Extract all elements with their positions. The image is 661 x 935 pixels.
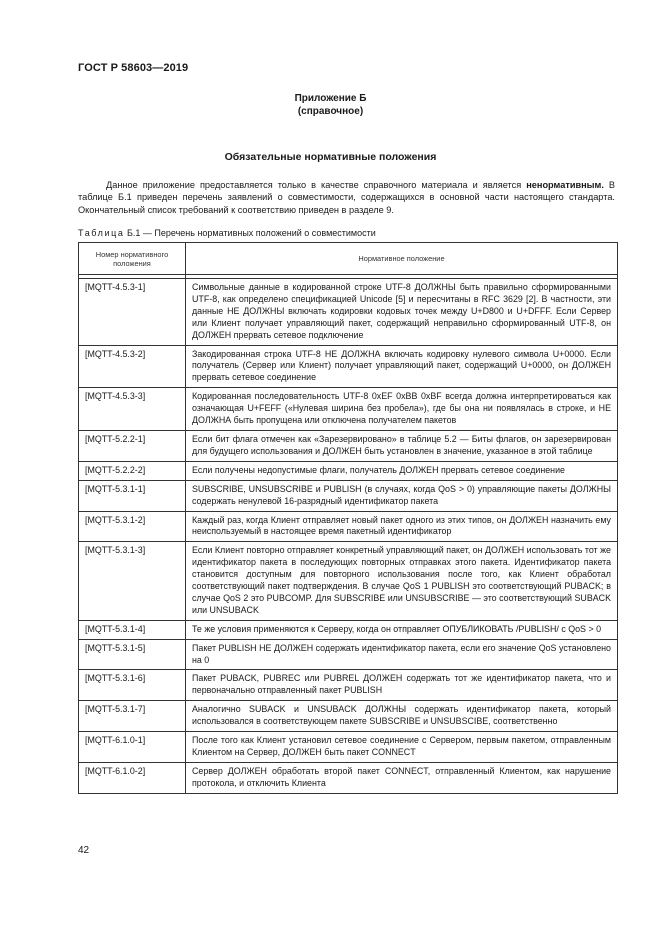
requirement-text-cell: Каждый раз, когда Клиент отправляет новый пакет одного из этих типов, он ДОЛЖЕН назначить ему неиспользуемый в настоящее время пакетный идентификатор	[186, 511, 618, 542]
table-row	[79, 345, 618, 388]
intro-paragraph	[78, 179, 615, 216]
requirement-text-cell: Пакет PUBLISH НЕ ДОЛЖЕН содержать идентификатор пакета, если его значение QoS установлено на 0	[186, 639, 618, 670]
requirement-id-cell: [MQTT-5.3.1-5]	[79, 639, 186, 670]
annex-title: Приложение Б	[294, 93, 367, 104]
document-standard-header: ГОСТ Р 58603—2019	[78, 62, 189, 74]
section-title: Обязательные нормативные положения	[224, 151, 437, 163]
table-row	[79, 762, 618, 793]
requirement-text-cell: Если Клиент повторно отправляет конкретный управляющий пакет, он ДОЛЖЕН использовать тот же идентификатор пакета в последующих повторных отправках этого пакета. Идентификатор пакета становится доступным для повторного использования после того, как Клиент обработал соответствующий пакет подтверждения. В случае QoS 1 PUBLISH это соответствующий PUBACK; в случае QoS 2 это PUBCOMP. Для SUBSCRIBE или UNSUBSCRIBE — это соответствующий SUBACK или UNSUBACK	[186, 542, 618, 620]
requirement-id-cell: [MQTT-5.3.1-2]	[79, 511, 186, 542]
requirement-id-cell: [MQTT-6.1.0-2]	[79, 762, 186, 793]
table-row	[79, 620, 618, 639]
requirement-text-cell: Символьные данные в кодированной строке UTF-8 ДОЛЖНЫ быть правильно сформированными UTF-8, как определено спецификацией Unicode [5] и пересчитаны в RFC 3629 [2]. В частности, эти данные НЕ ДОЛЖНЫ включать кодировки кодовых точек между U+D800 и U+DFFF. Если Сервер или Клиент получает управляющий пакет, содержащий неправильно сформированный UTF-8, он ДОЛЖЕН прервать сетевое подключение	[186, 279, 618, 346]
requirement-text-cell: Закодированная строка UTF-8 НЕ ДОЛЖНА включать кодировку нулевого символа U+0000. Если получатель (Сервер или Клиент) получает управляющий пакет, содержащий U+0000, он ДОЛЖЕН прервать сетевое соединение	[186, 345, 618, 388]
requirement-text-cell: Аналогично SUBACK и UNSUBACK ДОЛЖНЫ содержать идентификатор пакета, который использовался в соответствующем пакете SUBSCRIBE и UNSUBSCIBE, соответственно	[186, 701, 618, 732]
table-row	[79, 732, 618, 763]
requirement-text-cell: После того как Клиент установил сетевое соединение с Сервером, первым пакетом, отправленным Клиентом на Сервер, ДОЛЖЕН быть пакет CONNECT	[186, 732, 618, 763]
header-requirement-text: Нормативное положение	[186, 243, 618, 275]
table-row	[79, 461, 618, 480]
table-row	[79, 279, 618, 346]
table-row	[79, 701, 618, 732]
requirement-id-cell: [MQTT-5.3.1-3]	[79, 542, 186, 620]
requirement-text-cell: Сервер ДОЛЖЕН обработать второй пакет CONNECT, отправленный Клиентом, как нарушение протокола, и отключить Клиента	[186, 762, 618, 793]
intro-text-start: Данное приложение предоставляется только в качестве справочного материала и является	[106, 180, 527, 190]
requirement-id-cell: [MQTT-5.3.1-1]	[79, 480, 186, 511]
table-row	[79, 480, 618, 511]
table-row	[79, 430, 618, 461]
table-caption-text: Б.1 — Перечень нормативных положений о совместимости	[124, 228, 376, 238]
page-number: 42	[78, 845, 90, 856]
intro-text-end: В таблице Б.1 приведен перечень заявлений о совместимости, содержащихся в основной части настоящего стандарта. Окончательный список требований к соответствию приведен в разделе 9.	[78, 180, 616, 215]
annex-heading	[0, 92, 661, 118]
requirement-text-cell: Кодированная последовательность UTF-8 0xEF 0xBB 0xBF всегда должна интерпретироваться как означающая U+FEFF («Нулевая ширина без пробела»), где бы она ни появлялась в строке, и НЕ ДОЛЖНА быть пропущена или отключена получателем пакетов	[186, 388, 618, 431]
table-caption	[78, 228, 376, 238]
table-row	[79, 388, 618, 431]
requirement-text-cell: Те же условия применяются к Серверу, когда он отправляет ОПУБЛИКОВАТЬ /PUBLISH/ с QoS > 0	[186, 620, 618, 639]
table-row	[79, 639, 618, 670]
requirement-text-cell: Если получены недопустимые флаги, получатель ДОЛЖЕН прервать сетевое соединение	[186, 461, 618, 480]
requirement-text-cell: Если бит флага отмечен как «Зарезервировано» в таблице 5.2 — Биты флагов, он зарезервирован для будущего использования и ДОЛЖЕН быть установлен в значение, указанное в этой таблице	[186, 430, 618, 461]
requirement-text-cell: Пакет PUBACK, PUBREC или PUBREL ДОЛЖЕН содержать тот же идентификатор пакета, что и первоначально отправленный пакет PUBLISH	[186, 670, 618, 701]
requirement-id-cell: [MQTT-5.2.2-1]	[79, 430, 186, 461]
requirement-id-cell: [MQTT-4.5.3-3]	[79, 388, 186, 431]
requirement-id-cell: [MQTT-5.3.1-6]	[79, 670, 186, 701]
requirement-id-cell: [MQTT-4.5.3-2]	[79, 345, 186, 388]
requirement-id-cell: [MQTT-6.1.0-1]	[79, 732, 186, 763]
table-row	[79, 670, 618, 701]
table-header-row	[79, 243, 618, 275]
table-row	[79, 542, 618, 620]
table-row	[79, 511, 618, 542]
requirement-id-cell: [MQTT-5.3.1-4]	[79, 620, 186, 639]
requirements-table	[78, 242, 618, 794]
table-body	[79, 275, 618, 794]
requirement-text-cell: SUBSCRIBE, UNSUBSCRIBE и PUBLISH (в случаях, когда QoS > 0) управляющие пакеты ДОЛЖНЫ содержать ненулевой 16-разрядный идентификатор пакета	[186, 480, 618, 511]
header-requirement-id: Номер нормативного положения	[79, 243, 186, 275]
requirement-id-cell: [MQTT-5.2.2-2]	[79, 461, 186, 480]
requirement-id-cell: [MQTT-5.3.1-7]	[79, 701, 186, 732]
table-caption-label: Таблица	[78, 228, 125, 238]
requirement-id-cell: [MQTT-4.5.3-1]	[79, 279, 186, 346]
intro-text-bold: ненормативным.	[526, 180, 604, 190]
annex-subtitle: (справочное)	[297, 106, 364, 117]
